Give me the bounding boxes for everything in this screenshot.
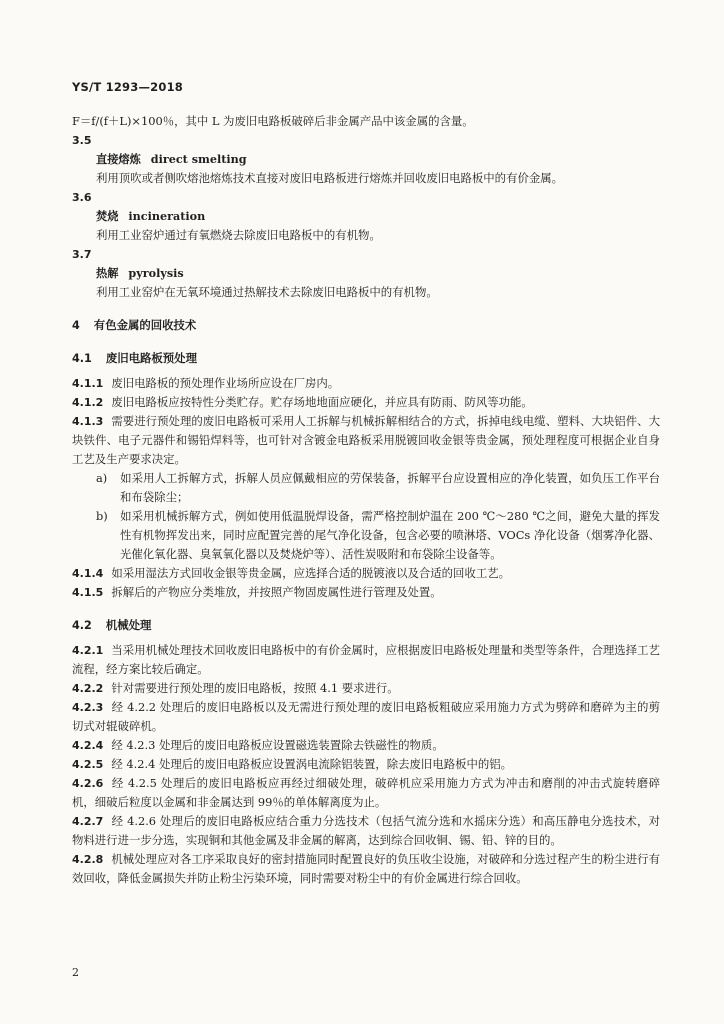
clause-item [72, 412, 660, 469]
subsection-number: 4.1 [72, 352, 92, 365]
term-definition: 利用工业窑炉在无氧环境通过热解技术去除废旧电路板中的有机物。 [96, 285, 438, 299]
term-cn: 焚烧 [96, 210, 119, 223]
clause-number: 4.2.6 [72, 777, 104, 790]
list-text: 如采用人工拆解方式，拆解人员应佩戴相应的劳保装备，拆解平台应设置相应的净化装置，如负压工作平台和布袋除尘； [120, 471, 660, 504]
clause-item [72, 564, 660, 583]
clause-item [72, 393, 660, 412]
clause-item [72, 812, 660, 850]
list-item [72, 507, 660, 564]
term-definition: 利用工业窑炉通过有氧燃烧去除废旧电路板中的有机物。 [96, 228, 381, 242]
section-title: 有色金属的回收技术 [93, 318, 197, 332]
list-text: 如采用机械拆解方式，例如使用低温脱焊设备，需严格控制炉温在 200 ℃～280 ℃之间，避免大量的挥发性有机物挥发出来，同时应配置完善的尾气净化设备，包含必要的喷淋塔、VOCs 净化设备（烟雾净化器、光催化氧化器、臭氧氧化器以及焚烧炉等）、活性炭吸附和布袋除尘设备等。 [120, 509, 660, 561]
term-heading [72, 207, 660, 226]
term-heading [72, 150, 660, 169]
clause-number: 4.1.2 [72, 396, 104, 409]
clause-text: 经 4.2.4 处理后的废旧电路板应设置涡电流除铝装置，除去废旧电路板中的铝。 [111, 757, 513, 771]
page-content [72, 112, 660, 888]
clause-number: 4.1.3 [72, 415, 104, 428]
clause-item [72, 774, 660, 812]
term-en: direct smelting [150, 152, 247, 166]
clause-number: 4.2.2 [72, 682, 104, 695]
term-number: 3.5 [72, 134, 92, 147]
clause-number: 4.2.1 [72, 644, 104, 657]
clause-number: 4.1.1 [72, 377, 104, 390]
term-en: pyrolysis [128, 266, 184, 280]
clause-number: 4.2.4 [72, 739, 104, 752]
formula-line: F＝f/(f＋L)×100％，其中 L 为废旧电路板破碎后非金属产品中该金属的含量。 [72, 114, 474, 128]
subsection-title: 机械处理 [105, 618, 152, 632]
list-letter: a) [96, 471, 108, 485]
clause-item [72, 583, 660, 602]
clause-number: 4.1.4 [72, 567, 104, 580]
term-heading [72, 264, 660, 283]
term-en: incineration [128, 209, 206, 223]
term-number: 3.7 [72, 248, 92, 261]
clause-text: 废旧电路板的预处理作业场所应设在厂房内。 [111, 376, 340, 390]
clause-text: 经 4.2.3 处理后的废旧电路板应设置磁选装置除去铁磁性的物质。 [111, 738, 444, 752]
clause-number: 4.2.7 [72, 815, 104, 828]
clause-item [72, 698, 660, 736]
clause-item [72, 736, 660, 755]
clause-text: 需要进行预处理的废旧电路板可采用人工拆解与机械拆解相结合的方式，拆掉电线电缆、塑料、大块铝件、大块铁件、电子元器件和锡铅焊料等，也可针对含镀金电路板采用脱镀回收金银等贵金属，预处理程度可根据企业自身工艺及生产要求决定。 [72, 414, 660, 466]
subsection-title: 废旧电路板预处理 [105, 351, 197, 365]
clause-item [72, 755, 660, 774]
clause-text: 经 4.2.5 处理后的废旧电路板应再经过细破处理，破碎机应采用施力方式为冲击和磨削的冲击式旋转磨碎机，细破后粒度以金属和非金属达到 99％的单体解离度为止。 [72, 776, 660, 809]
subsection-heading [72, 616, 660, 635]
clause-number: 4.2.5 [72, 758, 104, 771]
page-number: 2 [72, 966, 79, 979]
clause-text: 废旧电路板应按特性分类贮存。贮存场地地面应硬化，并应具有防雨、防风等功能。 [111, 395, 533, 409]
clause-item [72, 679, 660, 698]
term-definition: 利用顶吹或者侧吹熔池熔炼技术直接对废旧电路板进行熔炼并回收废旧电路板中的有价金属。 [96, 171, 564, 185]
clause-text: 针对需要进行预处理的废旧电路板，按照 4.1 要求进行。 [111, 681, 399, 695]
term-number: 3.6 [72, 191, 92, 204]
section-number: 4 [72, 319, 80, 332]
clause-text: 如采用湿法方式回收金银等贵金属，应选择合适的脱镀液以及合适的回收工艺。 [111, 566, 511, 580]
clause-text: 经 4.2.2 处理后的废旧电路板以及无需进行预处理的废旧电路板粗破应采用施力方式为劈碎和磨碎为主的剪切式对辊破碎机。 [72, 700, 660, 733]
clause-item [72, 374, 660, 393]
term-cn: 热解 [96, 267, 119, 280]
clause-item [72, 850, 660, 888]
clause-text: 拆解后的产物应分类堆放，并按照产物固废属性进行管理及处置。 [111, 585, 442, 599]
section-heading [72, 316, 660, 335]
clause-number: 4.2.3 [72, 701, 104, 714]
clause-number: 4.1.5 [72, 586, 104, 599]
term-cn: 直接熔炼 [96, 153, 141, 166]
list-item [72, 469, 660, 507]
clause-text: 当采用机械处理技术回收废旧电路板中的有价金属时，应根据废旧电路板处理量和类型等条件，合理选择工艺流程，经方案比较后确定。 [72, 643, 660, 676]
standard-code: YS/T 1293—2018 [72, 80, 183, 94]
subsection-heading [72, 349, 660, 368]
list-letter: b) [96, 509, 108, 523]
clause-number: 4.2.8 [72, 853, 104, 866]
subsection-number: 4.2 [72, 619, 92, 632]
clause-item [72, 641, 660, 679]
clause-text: 机械处理应对各工序采取良好的密封措施同时配置良好的负压收尘设施，对破碎和分选过程产生的粉尘进行有效回收，降低金属损失并防止粉尘污染环境，同时需要对粉尘中的有价金属进行综合回收。 [72, 852, 660, 885]
clause-text: 经 4.2.6 处理后的废旧电路板应结合重力分选技术（包括气流分选和水摇床分选）和高压静电分选技术，对物料进行进一步分选，实现铜和其他金属及非金属的解离，达到综合回收铜、锡、铅、锌的目的。 [72, 814, 660, 847]
